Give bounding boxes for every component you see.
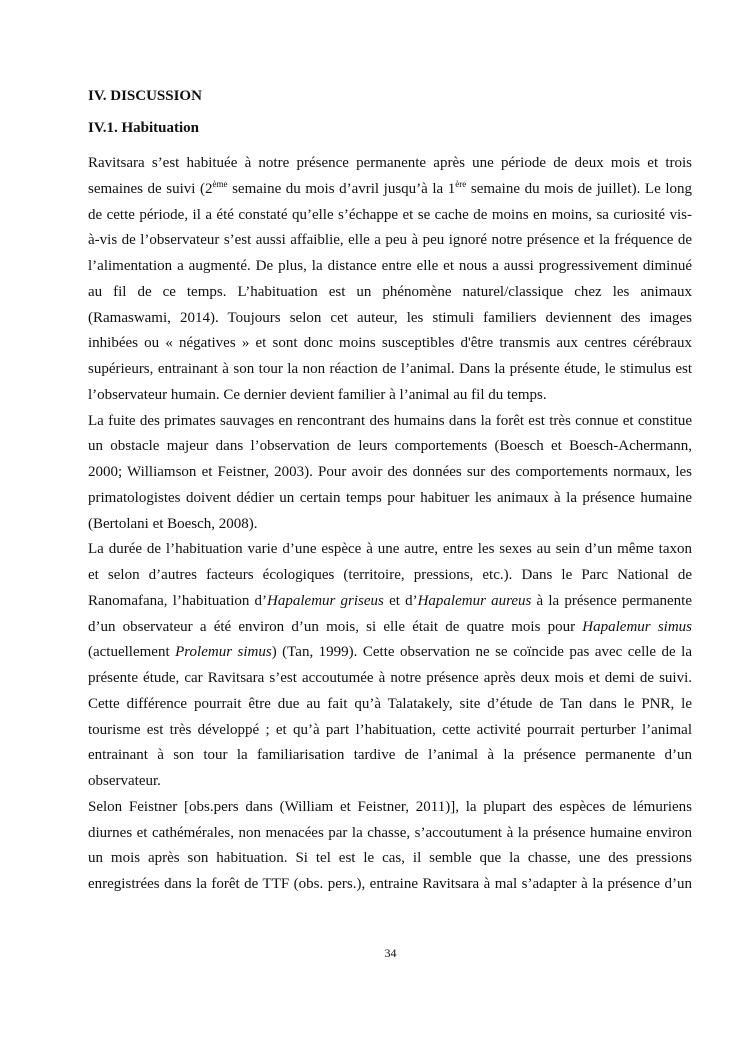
italic-term: Prolemur simus (175, 644, 272, 661)
text-line (88, 640, 692, 666)
paragraph (88, 409, 692, 538)
text-span: présente étude, car Ravitsara s’est accoutumée à notre présence après deux mois et demi de suivi. (88, 670, 692, 686)
text-line (88, 177, 692, 203)
text-line (88, 151, 692, 177)
text-span: entrainant à son tour la familiarisation tardive de l’animal à la présence permanente d’un (88, 747, 692, 764)
text-line (88, 486, 692, 512)
text-span: (Ramaswami, 2014). Toujours selon cet auteur, les stimuli familiers deviennent des images (88, 309, 692, 326)
text-line (88, 409, 692, 435)
subsection-heading: IV.1. Habituation (88, 120, 200, 136)
italic-term: Hapalemur aureus (417, 592, 532, 609)
text-line (88, 589, 692, 615)
text-line (88, 846, 692, 872)
paragraph (88, 537, 692, 795)
text-line (88, 228, 692, 254)
text-line (88, 460, 692, 486)
text-span: à la présence permanente (531, 592, 692, 609)
text-line (88, 280, 692, 306)
superscript: ème (212, 178, 228, 189)
text-line (88, 769, 692, 795)
section-heading: IV. DISCUSSION (88, 88, 202, 104)
text-span: de cette période, il a été constaté qu’elle s’échappe et se cache de moins en moins, sa curiosité vis- (88, 206, 692, 223)
text-line (88, 254, 692, 280)
text-span: primatologistes doivent dédier un certain temps pour habituer les animaux à la présence humaine (88, 489, 692, 506)
text-line (88, 537, 692, 563)
page-number: 34 (384, 946, 397, 960)
text-span: (Bertolani et Boesch, 2008). (88, 515, 258, 532)
text-span: semaine du mois d’avril jusqu’à la 1 (227, 180, 456, 197)
text-line (88, 692, 692, 718)
text-span: supérieurs, entrainant à son tour la non réaction de l’animal. Dans la présente étude, le stimulus est (88, 361, 692, 377)
text-span: Selon Feistner [obs.pers dans (William et Feistner, 2011)], la plupart des espèces de lémuriens (88, 798, 692, 815)
text-span: La fuite des primates sauvages en rencontrant des humains dans la forêt est très connue et constitue (88, 412, 692, 429)
text-span: La durée de l’habituation varie d’une espèce à une autre, entre les sexes au sein d’un même taxon (88, 541, 692, 558)
text-span: au fil de ce temps. L’habituation est un phénomène naturel/classique chez les animaux (88, 283, 692, 300)
text-span: ) (Tan, 1999). Cette observation ne se coïncide pas avec celle de la (271, 644, 692, 661)
text-line (88, 512, 692, 538)
text-span: et selon d’autres facteurs écologiques (territoire, pressions, etc.). Dans le Parc National de (88, 567, 692, 583)
text-span: 2000; Williamson et Feistner, 2003). Pour avoir des données sur des comportements normaux, les (88, 464, 692, 480)
text-span: d’un observateur a été environ d’un mois, si elle était de quatre mois pour (88, 618, 583, 635)
text-line (88, 203, 692, 229)
text-span: enregistrées dans la forêt de TTF (obs. pers.), entraine Ravitsara à mal s’adapter à la présence d’un (88, 876, 692, 892)
text-span: (actuellement (88, 644, 176, 661)
paragraph (88, 151, 692, 409)
text-span: l’alimentation a augmenté. De plus, la distance entre elle et nous a aussi progressivement diminué (88, 258, 692, 274)
text-line (88, 821, 692, 847)
text-span: un obstacle majeur dans l’observation de leurs comportements (Boesch et Boesch-Achermann, (88, 438, 692, 455)
text-span: tourisme est très développé ; et qu’à part l’habituation, cette activité pourrait perturber l’animal (88, 721, 692, 738)
text-line (88, 357, 692, 383)
text-span: et d’ (383, 592, 418, 609)
text-line (88, 743, 692, 769)
text-span: observateur. (88, 773, 161, 789)
text-line (88, 563, 692, 589)
superscript: ère (455, 178, 467, 189)
text-line (88, 666, 692, 692)
text-span: à-vis de l’observateur s’est aussi affaiblie, elle a peu à peu ignoré notre présence et la fréquence de (88, 232, 692, 249)
text-span: Ravitsara s’est habituée à notre présence permanente après une période de deux mois et trois (88, 155, 692, 171)
text-line (88, 795, 692, 821)
italic-term: Hapalemur simus (582, 618, 692, 635)
body-text (88, 151, 692, 898)
text-line (88, 383, 692, 409)
text-line (88, 306, 692, 332)
text-span: diurnes et cathémérales, non menacées par la chasse, s’accoutument à la présence humaine environ (88, 824, 692, 841)
text-line (88, 331, 692, 357)
text-span: inhibées ou « négatives » et sont donc moins susceptibles d'être transmis aux centres cérébraux (88, 335, 692, 352)
text-span: semaine du mois de juillet). Le long (466, 180, 692, 197)
text-span: Ranomafana, l’habituation d’ (88, 592, 268, 609)
text-span: Cette différence pourrait être due au fait qu’à Talatakely, site d’étude de Tan dans le PNR, le (88, 695, 692, 712)
text-line (88, 872, 692, 898)
text-line (88, 718, 692, 744)
text-span: l’observateur humain. Ce dernier devient familier à l’animal au fil du temps. (88, 386, 547, 403)
text-line (88, 434, 692, 460)
paragraph (88, 795, 692, 898)
text-line (88, 615, 692, 641)
text-span: semaines de suivi (2 (88, 180, 213, 197)
text-span: un mois après son habituation. Si tel est le cas, il semble que la chasse, une des pressions (88, 850, 692, 867)
italic-term: Hapalemur griseus (267, 592, 384, 609)
